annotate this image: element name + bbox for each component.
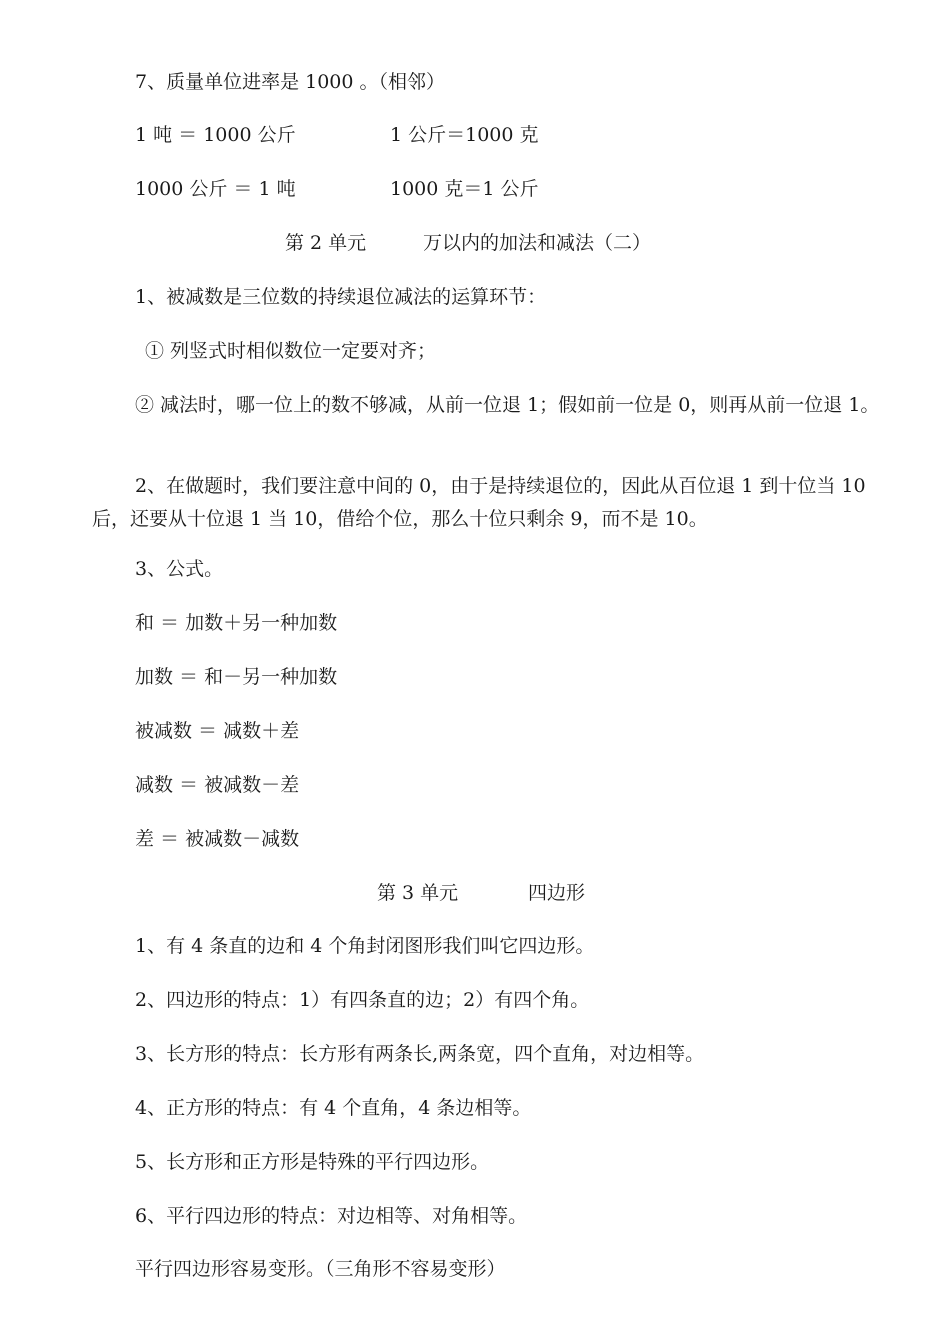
unit2-paragraph-3: 3、公式。 — [135, 558, 224, 580]
unit2-heading-title: 万以内的加法和减法（二） — [423, 232, 652, 254]
unit3-item: 平行四边形容易变形。（三角形不容易变形） — [135, 1258, 506, 1280]
unit3-item: 3、长方形的特点：长方形有两条长,两条宽，四个直角，对边相等。 — [135, 1043, 705, 1065]
conversion-ton-to-kg: 1 吨 ＝ 1000 公斤 — [135, 124, 296, 146]
unit3-item: 5、长方形和正方形是特殊的平行四边形。 — [135, 1151, 490, 1173]
formula-line: 和 ＝ 加数＋另一种加数 — [135, 612, 338, 634]
formula-line: 差 ＝ 被减数－减数 — [135, 828, 300, 850]
unit2-step-1: ① 列竖式时相似数位一定要对齐； — [145, 340, 437, 362]
formula-line: 减数 ＝ 被减数－差 — [135, 774, 300, 796]
unit3-item: 6、平行四边形的特点：对边相等、对角相等。 — [135, 1205, 528, 1227]
unit3-item: 1、有 4 条直的边和 4 个角封闭图形我们叫它四边形。 — [135, 935, 595, 957]
unit2-paragraph-2: 2、在做题时，我们要注意中间的 0，由于是持续退位的，因此从百位退 1 到十位当 10 后，还要从十位退 1 当 10，借给个位，那么十位只剩余 9，而不是 10。 — [92, 475, 866, 530]
conversion-kg-to-ton: 1000 公斤 ＝ 1 吨 — [135, 178, 296, 200]
formula-line: 加数 ＝ 和－另一种加数 — [135, 666, 338, 688]
unit2-heading-number: 第 2 单元 — [285, 232, 367, 254]
mass-unit-rule: 7、质量单位进率是 1000 。（相邻） — [135, 71, 446, 93]
unit3-heading-number: 第 3 单元 — [377, 882, 459, 904]
conversion-g-to-kg: 1000 克＝1 公斤 — [390, 178, 539, 200]
unit3-item: 4、正方形的特点：有 4 个直角，4 条边相等。 — [135, 1097, 532, 1119]
unit2-step-2: ② 减法时，哪一位上的数不够减，从前一位退 1；假如前一位是 0，则再从前一位退 1。 — [135, 394, 880, 416]
formula-line: 被减数 ＝ 减数＋差 — [135, 720, 300, 742]
unit3-item: 2、四边形的特点：1）有四条直的边；2）有四个角。 — [135, 989, 590, 1011]
unit2-paragraph-1: 1、被减数是三位数的持续退位减法的运算环节： — [135, 286, 547, 308]
conversion-kg-to-g: 1 公斤＝1000 克 — [390, 124, 539, 146]
unit3-heading-title: 四边形 — [528, 882, 586, 904]
